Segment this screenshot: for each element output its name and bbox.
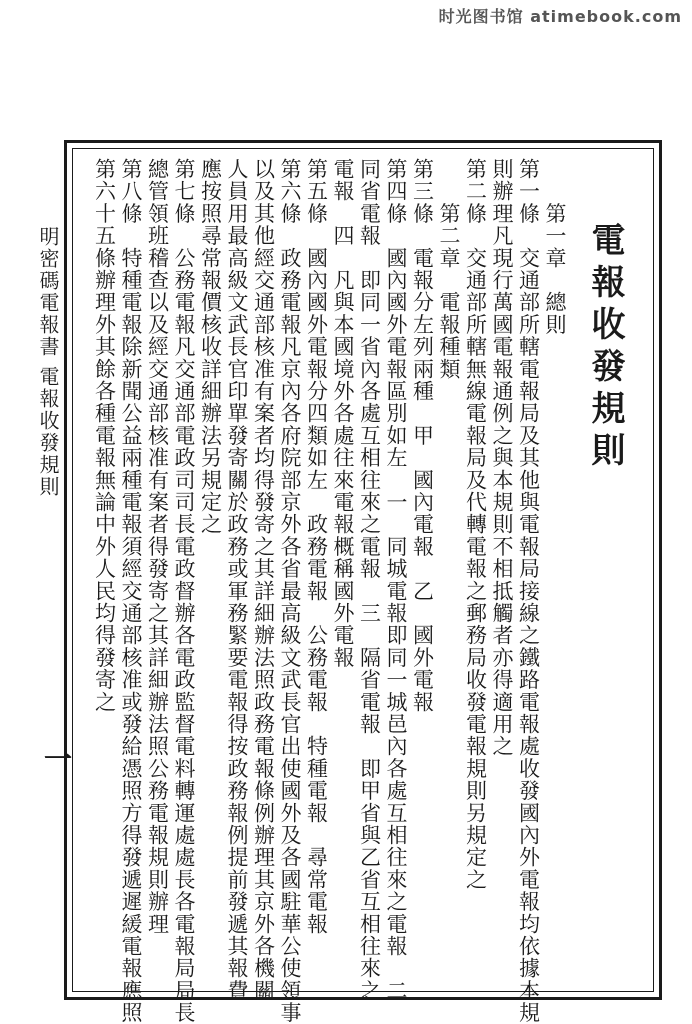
text-column: 總管領班稽查以及經交通部核准有案者得發寄之其詳細辦法照公務電報規則辦理 [145, 158, 170, 935]
text-column: 同省電報 即同一省內各處互相往來之電報 三 隔省電報 即甲省與乙省互相往來之 [357, 158, 382, 1002]
text-column: 第二章 電報種類 [437, 158, 461, 380]
text-column: 第四條 國內國外電報區別如左 一 同城電報即同一城邑內各處互相往來之電報 二 [384, 158, 408, 1002]
site-watermark: 时光图书馆 atimebook.com [438, 7, 682, 26]
document-title: 電報收發規則 [585, 222, 625, 474]
text-column: 第二條 交通部所轄無線電報局及代轉電報之郵務局收發電報規則另規定之 [463, 158, 488, 891]
text-column: 第八條 特種電報除新聞公益兩種電報須經交通部核准或發給憑照方得發遞遲緩電報應照 [119, 158, 143, 1024]
text-column: 第一章 總則 [543, 158, 567, 336]
text-column: 第七條 公務電報凡交通部電政司司長電政督辦各電政監督電料轉運處處長各電報局局長 [172, 158, 196, 1024]
text-column: 則辦理凡現行萬國電報通例之與本規則不相抵觸者亦得適用之 [490, 158, 514, 758]
text-column: 電報 四 凡與本國境外各處往來電報概稱國外電報 [331, 158, 355, 669]
text-column: 第一條 交通部所轄電報局及其他與電報局接線之鐵路電報處收發國內外電報均依據本規 [516, 158, 541, 1024]
text-column: 第五條 國內國外電報分四類如左 政務電報 公務電報 特種電報 尋常電報 [304, 158, 329, 935]
margin-section-title: 電報收發規則 [36, 366, 60, 498]
text-column: 應按照尋常報價核收詳細辦法另規定之 [198, 158, 223, 536]
text-column: 第六十五條辦理外其餘各種電報無論中外人民均得發寄之 [92, 158, 117, 713]
text-column: 人員用最高級文武長官印單發寄關於政務或軍務緊要電報得按政務報例提前發遞其報費 [225, 158, 249, 1002]
page-number: 一 [40, 744, 73, 772]
text-column: 第三條 電報分左列兩種 甲 國內電報 乙 國外電報 [410, 158, 435, 713]
text-column: 以及其他經交通部核准有案者均得發寄之其詳細辦法照政務電報條例辦理其京外各機關 [251, 158, 276, 1002]
margin-book-title: 明密碼電報書 [36, 226, 60, 358]
text-column: 第六條 政務電報凡京內各府院部京外各省最高級文武長官出使國外及各國駐華公使領事 [278, 158, 302, 1024]
